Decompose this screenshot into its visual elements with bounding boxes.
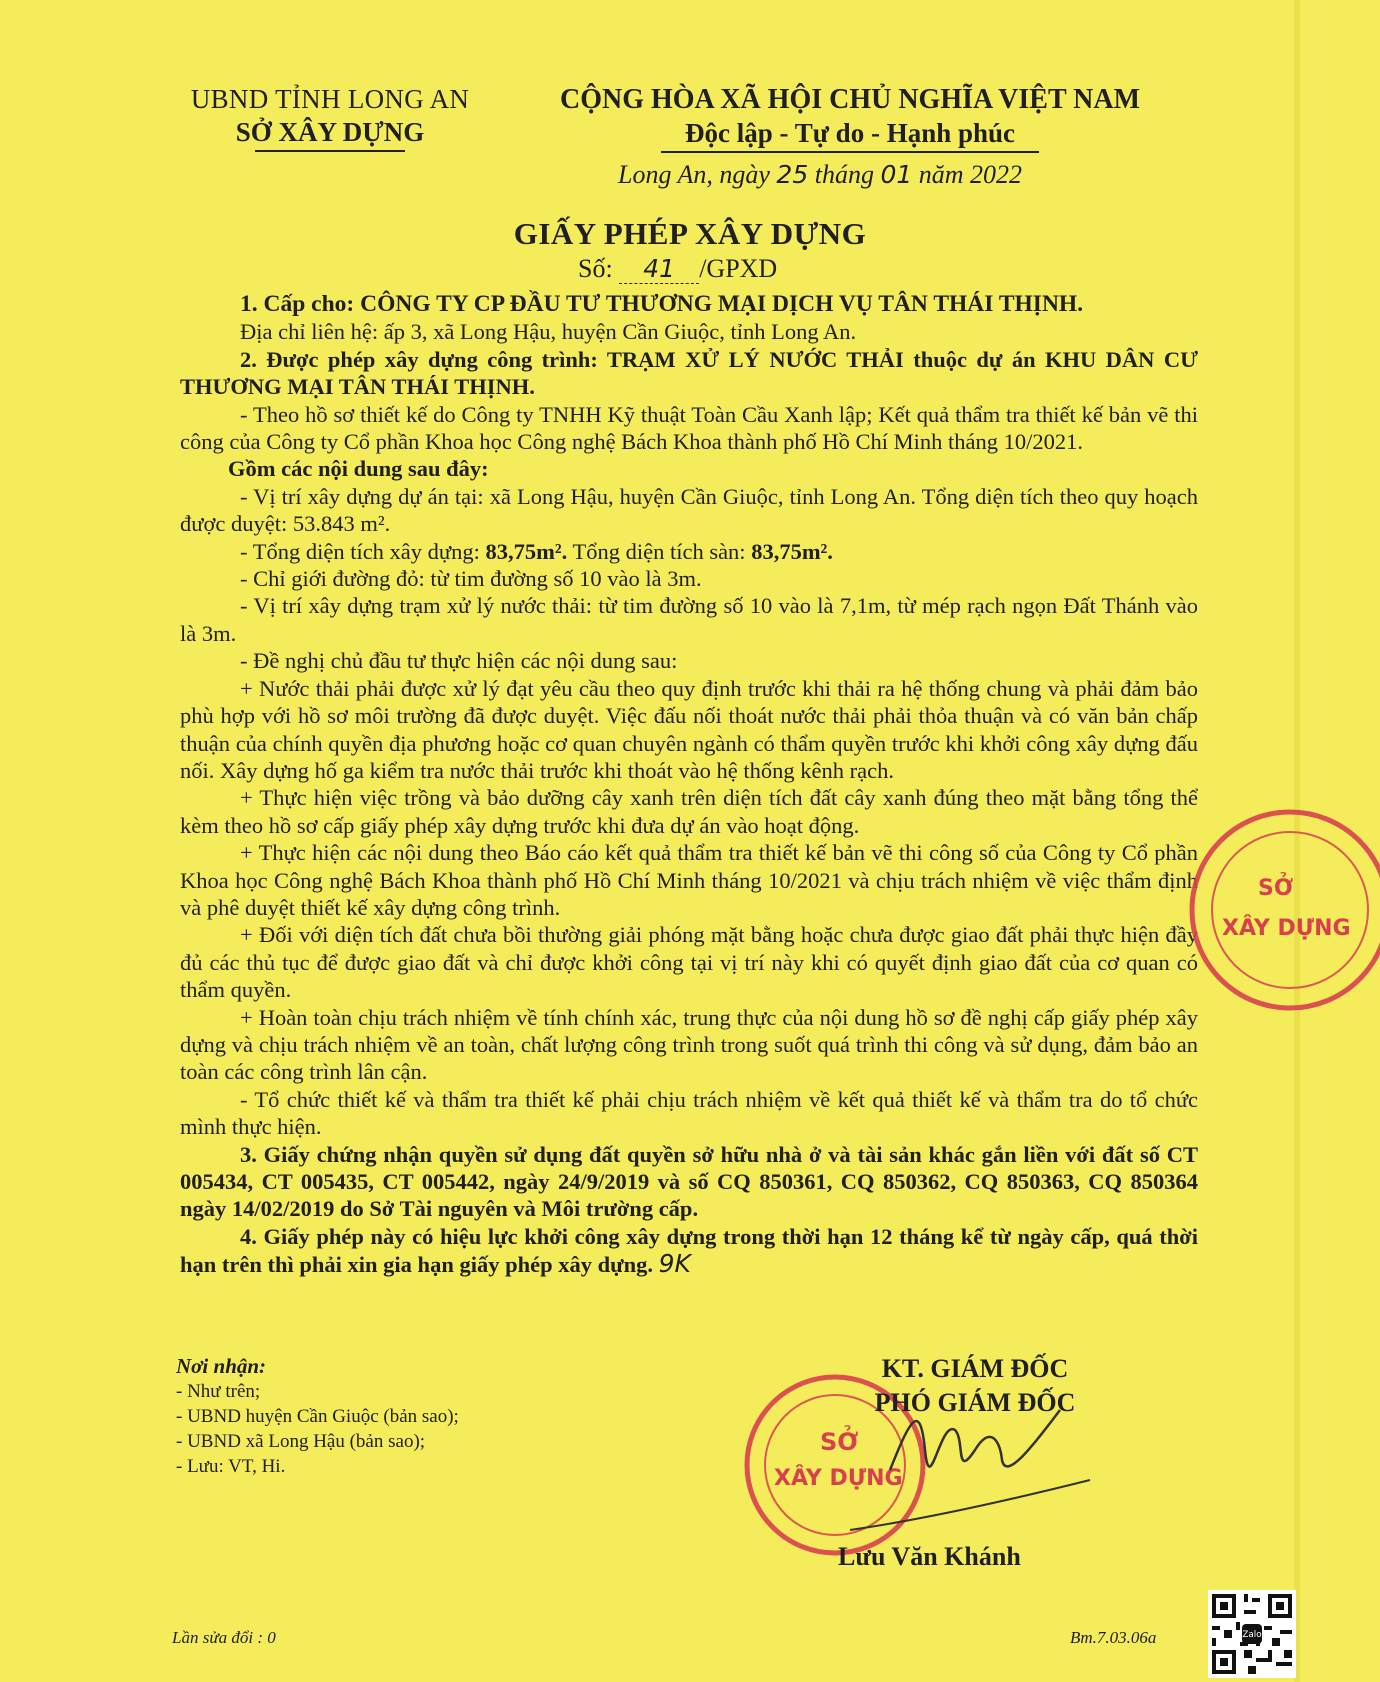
seal-center-top: SỞ — [820, 1428, 859, 1456]
agency-name: SỞ XÂY DỰNG — [235, 117, 425, 147]
grantee-address: Địa chỉ liên hệ: ấp 3, xã Long Hậu, huyện Cần Giuộc, tỉnh Long An. — [240, 319, 857, 345]
requirement-4: + Đối với diện tích đất chưa bồi thường giải phóng mặt bằng hoặc chưa được giao đất phải thực hiện đầy đủ các thủ tục để được giao đất và chỉ được khởi công tại vị trí này khi có quyết định giao đất của cơ quan có thẩm quyền. — [180, 922, 1198, 1003]
document-title: GIẤY PHÉP XÂY DỰNG — [513, 216, 867, 251]
date-prefix: Long An, ngày — [618, 160, 770, 189]
signatory-title-2: PHÓ GIÁM ĐỐC — [874, 1388, 1076, 1417]
request-item: - Đề nghị chủ đầu tư thực hiện các nội dung sau: — [240, 648, 678, 674]
national-heading — [520, 84, 1180, 153]
form-code: Bm.7.03.06a — [1070, 1628, 1157, 1647]
agency-parent: UBND TỈNH LONG AN — [190, 84, 470, 114]
section-2: 2. Được phép xây dựng công trình: TRẠM XỬ LÝ NƯỚC THẢI thuộc dự án KHU DÂN CƯ THƯƠNG MẠI TÂN THÁI THỊNH. — [180, 346, 1198, 400]
number-suffix: /GPXD — [699, 254, 778, 283]
date-day: 25 — [776, 160, 809, 189]
number-label: Số: — [578, 254, 613, 283]
recipient-item: - UBND xã Long Hậu (bản sao); — [176, 1431, 426, 1452]
grantee-name: CÔNG TY CP ĐẦU TƯ THƯƠNG MẠI DỊCH VỤ TÂN THÁI THỊNH. — [360, 291, 1084, 317]
section-4-text: 4. Giấy phép này có hiệu lực khởi công xây dựng trong thời hạn 12 tháng kể từ ngày cấp, quá thời hạn trên thì phải xin gia hạn giấy phép xây dựng. — [180, 1223, 1198, 1278]
recipients-heading: Nơi nhận: — [176, 1354, 267, 1378]
date-month: 01 — [880, 160, 913, 189]
qr-center-label: Zalo — [1242, 1630, 1262, 1641]
signatory-title-1: KT. GIÁM ĐỐC — [881, 1354, 1069, 1383]
nation-name: CỘNG HÒA XÃ HỘI CHỦ NGHĨA VIỆT NAM — [559, 84, 1141, 115]
seal-center-bottom: XÂY DỰNG — [774, 1466, 903, 1491]
agency-underline — [255, 150, 405, 152]
floor-value: 83,75m². — [751, 538, 833, 564]
station-item: - Vị trí xây dựng trạm xử lý nước thải: từ tim đường số 10 vào là 7,1m, từ mép rạch ngọn Đất Thánh vào là 3m. — [180, 593, 1198, 646]
floor-label: Tổng diện tích sàn: — [567, 538, 752, 564]
permit-number — [578, 254, 777, 284]
requirement-2: + Thực hiện việc trồng và bảo dưỡng cây xanh trên diện tích đất cây xanh đúng theo mặt bằng tổng thể kèm theo hồ sơ cấp giấy phép xây dựng trước khi đưa dự án vào hoạt động. — [180, 785, 1198, 838]
recipient-item: - Lưu: VT, Hi. — [176, 1456, 286, 1477]
document-body — [180, 290, 1198, 1279]
date-month-label: tháng — [814, 160, 874, 189]
requirement-1: + Nước thải phải được xử lý đạt yêu cầu theo quy định trước khi thải ra hệ thống chung và phải đảm bảo phù hợp với hồ sơ môi trường đã được duyệt. Việc đấu nối thoát nước thải phải thỏa thuận và có văn bản chấp thuận của chính quyền địa phương hoặc cơ quan chuyên ngành có thẩm quyền trước khi khởi công xây dựng đấu nối. Xây dựng hố ga kiểm tra nước thải trước khi thoát vào hệ thống kênh rạch. — [180, 675, 1198, 783]
official-seal-edge — [1180, 800, 1351, 1020]
issue-date — [618, 160, 1022, 190]
revision-note: Lần sửa đổi : 0 — [172, 1628, 276, 1647]
area-item — [180, 538, 1198, 565]
seal-edge-text: SỞ — [1258, 876, 1294, 901]
requirement-3: + Thực hiện các nội dung theo Báo cáo kết quả thẩm tra thiết kế bản vẽ thi công số của Công ty Cổ phần Khoa học Công nghệ Bách Khoa thành phố Hồ Chí Minh tháng 10/2021 và chịu trách nhiệm về việc thẩm định và phê duyệt thiết kế xây dựng công trình. — [180, 840, 1198, 920]
seal-edge-text-2: XÂY DỰNG — [1222, 916, 1351, 941]
section-1 — [180, 290, 1198, 318]
date-year: năm 2022 — [918, 160, 1023, 189]
signer-name: Lưu Văn Khánh — [838, 1542, 1021, 1571]
location-item: - Vị trí xây dựng dự án tại: xã Long Hậu, huyện Cần Giuộc, tỉnh Long An. Tổng diện tích theo quy hoạch được duyệt: 53.843 m². — [180, 483, 1198, 537]
section-3: 3. Giấy chứng nhận quyền sử dụng đất quyền sở hữu nhà ở và tài sản khác gắn liền với đất số CT 005434, CT 005435, CT 005442, ngày 24/9/2019 và số CQ 850361, CQ 850362, CQ 850363, CQ 850364 ngày 14/02/2019 do Sở Tài nguyên và Môi trường cấp. — [180, 1141, 1198, 1222]
recipient-item: - Như trên; — [176, 1381, 261, 1402]
section-1-label: 1. Cấp cho: — [240, 291, 361, 317]
signatory-title — [780, 1352, 1170, 1420]
area-label: - Tổng diện tích xây dựng: — [240, 538, 486, 564]
organization-responsibility: - Tổ chức thiết kế và thẩm tra thiết kế phải chịu trách nhiệm về kết quả thiết kế và thẩm tra do tổ chức mình thực hiện. — [180, 1086, 1198, 1140]
design-basis: - Theo hồ sơ thiết kế do Công ty TNHH Kỹ thuật Toàn Cầu Xanh lập; Kết quả thẩm tra thiết kế bản vẽ thi công của Công ty Cổ phần Khoa học Công nghệ Bách Khoa thành phố Hồ Chí Minh tháng 10/2021. — [180, 401, 1198, 455]
motto-underline — [661, 151, 1039, 153]
recipients-block — [176, 1354, 459, 1479]
issuing-agency-block — [170, 84, 490, 152]
section-4 — [180, 1223, 1198, 1279]
qr-code-icon[interactable] — [1208, 1590, 1296, 1678]
contents-heading: Gồm các nội dung sau đây: — [228, 456, 489, 482]
motto: Độc lập - Tự do - Hạnh phúc — [684, 118, 1016, 148]
redline-item: - Chỉ giới đường đỏ: từ tim đường số 10 vào là 3m. — [240, 566, 702, 592]
area-value: 83,75m². — [485, 538, 568, 564]
recipient-item: - UBND huyện Cần Giuộc (bản sao); — [176, 1406, 459, 1427]
handwritten-initials: 9K — [658, 1249, 691, 1279]
number-value: 41 — [619, 254, 699, 284]
requirement-5: + Hoàn toàn chịu trách nhiệm về tính chính xác, trung thực của nội dung hồ sơ đề nghị cấp giấy phép xây dựng và chịu trách nhiệm về an toàn, chất lượng công trình trong suốt quá trình thi công và sử dụng, đảm bảo an toàn các công trình lân cận. — [180, 1004, 1198, 1085]
